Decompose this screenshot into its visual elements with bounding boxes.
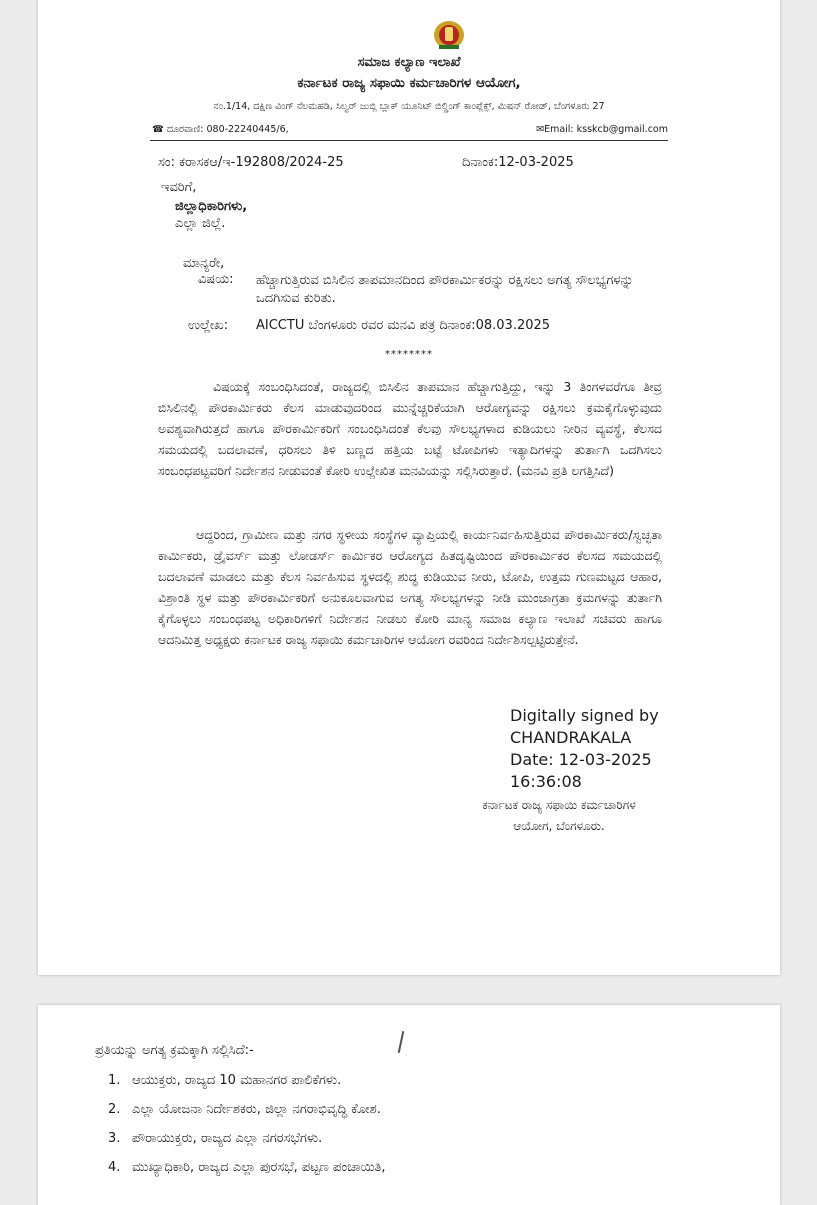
list-item: 3. ಪೌರಾಯುಕ್ತರು, ರಾಜ್ಯದ ಎಲ್ಲಾ ನಗರಸಭೆಗಳು. [108,1131,323,1146]
phone-icon: ☎ [152,124,167,135]
reference-label: ಉಲ್ಲೇಖ: [188,318,229,333]
copy-to-list [108,1066,386,1182]
office-address: ನಂ.1/14, ದಕ್ಷಿಣ ವಿಂಗ್ ನೆಲಮಹಡಿ, ಸಿಲ್ವರ್ ಜುಬ್ಲಿ ಬ್ಲಾಕ್ ಯೂನಿಟ್ ಬಿಲ್ಡಿಂಗ್ ಕಾಂಪ್ಲೆಕ್ಸ್, ಮಿಷನ್ ರೋಡ್, ಬೆಂಗಳೂರು 27 [213,101,605,112]
signature-time: 16:36:08 [510,772,582,791]
list-item: 2. ಎಲ್ಲಾ ಯೋಜನಾ ನಿರ್ದೇಶಕರು, ಜಿಲ್ಲಾ ನಗರಾಭಿವೃದ್ಧಿ ಕೋಶ. [108,1102,381,1117]
subject-text: ಹೆಚ್ಚಾಗುತ್ತಿರುವ ಬಿಸಿಲಿನ ತಾಪಮಾನದಿಂದ ಪೌರಕಾರ್ಮಿಕರನ್ನು ರಕ್ಷಿಸಲು ಅಗತ್ಯ ಸೌಲಭ್ಯಗಳನ್ನು ಒದಗಿಸುವ ಕುರಿತು. [256,273,634,306]
separator: ******** [385,349,433,360]
header-divider [150,140,668,141]
salutation: ಮಾನ್ಯರೇ, [183,256,225,271]
addressee-location: ಎಲ್ಲಾ ಜಿಲ್ಲೆ. [175,216,226,231]
signature-name: CHANDRAKALA [510,728,632,747]
list-item: 1. ಆಯುಕ್ತರು, ರಾಜ್ಯದ 10 ಮಹಾನಗರ ಪಾಲಿಕೆಗಳು. [108,1073,342,1088]
digital-signature-stamp [510,705,710,793]
addressee-intro: ಇವರಿಗೆ, [161,180,197,195]
body-paragraph-1: ವಿಷಯಕ್ಕೆ ಸಂಬಂಧಿಸಿದಂತೆ, ರಾಜ್ಯದಲ್ಲಿ ಬಿಸಿಲಿನ ತಾಪಮಾನ ಹೆಚ್ಚಾಗುತ್ತಿದ್ದು, ಇನ್ನು 3 ತಿಂಗಳವರೆಗೂ ತೀವ್ರ ಬಿಸಿಲಿನಲ್ಲಿ ಪೌರಕಾರ್ಮಿಕರು ಕೆಲಸ ಮಾಡುವುದರಿಂದ ಮುನ್ನೆಚ್ಚರಿಕೆಯಾಗಿ ಆರೋಗ್ಯವನ್ನು ರಕ್ಷಿಸಲು ಕ್ರಮಕೈಗೊಳ್ಳುವುದು ಅವಶ್ಯವಾಗಿರುತ್ತದೆ ಹಾಗೂ ಪೌರಕಾರ್ಮಿಕರಿಗೆ ಸಂಬಂಧಿಸಿದಂತೆ ಕೆಲವು ಸೌಲಭ್ಯಗಳಾದ ಕುಡಿಯಲು ನೀರಿನ ವ್ಯವಸ್ಥೆ, ಕೆಲಸದ ಸಮಯದಲ್ಲಿ ಬದಲಾವಣೆ, ಧರಿಸಲು ತಿಳಿ ಬಣ್ಣದ ಹತ್ತಿಯ ಬಟ್ಟೆ ಟೋಪಿಗಳು ಇತ್ಯಾದಿಗಳನ್ನು ತುರ್ತಾಗಿ ಒದಗಿಸಲು ಸಂಬಂಧಪಟ್ಟವರಿಗೆ ನಿರ್ದೇಶನ ನೀಡುವಂತೆ ಕೋರಿ ಉಲ್ಲೇಖಿತ ಮನವಿಯನ್ನು ಸಲ್ಲಿಸಿರುತ್ತಾರೆ. (ಮನವಿ ಪ್ರತಿ ಲಗತ್ತಿಸಿದೆ) [158,379,662,478]
mail-icon: ✉ [536,124,545,135]
signatory-designation: ಕರ್ನಾಟಕ ರಾಜ್ಯ ಸಫಾಯಿ ಕರ್ಮಚಾರಿಗಳ ಆಯೋಗ, ಬೆಂಗಳೂರು. [482,798,636,833]
department-name: ಸಮಾಜ ಕಲ್ಯಾಣ ಇಲಾಖೆ [357,55,461,70]
reference-text: AICCTU ಬೆಂಗಳೂರು ರವರ ಮನವಿ ಪತ್ರ ದಿನಾಂಕ:08.03.2025 [256,318,551,333]
copy-to-heading: ಪ್ರತಿಯನ್ನು ಅಗತ್ಯ ಕ್ರಮಕ್ಕಾಗಿ ಸಲ್ಲಿಸಿದೆ:- [95,1043,254,1058]
karnataka-emblem-icon [430,18,468,52]
signature-date: Date: 12-03-2025 [510,750,652,769]
body-paragraph-2: ಆದ್ದರಿಂದ, ಗ್ರಾಮೀಣ ಮತ್ತು ನಗರ ಸ್ಥಳೀಯ ಸಂಸ್ಥೆಗಳ ವ್ಯಾಪ್ತಿಯಲ್ಲಿ ಕಾರ್ಯನಿರ್ವಹಿಸುತ್ತಿರುವ ಪೌರಕಾರ್ಮಿಕರು/ಸ್ವಚ್ಛತಾ ಕಾರ್ಮಿಕರು, ಡ್ರೈವರ್ಸ್ ಮತ್ತು ಲೋಡರ್ಸ್ ಕಾರ್ಮಿಕರ ಆರೋಗ್ಯದ ಹಿತದೃಷ್ಟಿಯಿಂದ ಪೌರಕಾರ್ಮಿಕರ ಕೆಲಸದ ಸಮಯದಲ್ಲಿ ಬದಲಾವಣೆ ಮಾಡಲು ಮತ್ತು ಕೆಲಸ ನಿರ್ವಹಿಸುವ ಸ್ಥಳದಲ್ಲಿ ಶುದ್ಧ ಕುಡಿಯುವ ನೀರು, ಟೋಪಿ, ಉತ್ತಮ ಗುಣಮಟ್ಟದ ಆಹಾರ, ವಿಶ್ರಾಂತಿ ಸ್ಥಳ ಮತ್ತು ಪೌರಕಾರ್ಮಿಕರಿಗೆ ಅನುಕೂಲವಾಗುವ ಅಗತ್ಯ ಸೌಲಭ್ಯಗಳನ್ನು ನೀಡಿ ಮುಂಜಾಗ್ರತಾ ಕ್ರಮಗಳನ್ನು ತುರ್ತಾಗಿ ಕೈಗೊಳ್ಳಲು ಸಂಬಂಧಪಟ್ಟ ಅಧಿಕಾರಿಗಳಿಗೆ ನಿರ್ದೇಶನ ನೀಡಲು ಕೋರಿ ಮಾನ್ಯ ಸಮಾಜ ಕಲ್ಯಾಣ ಇಲಾಖೆ ಸಚಿವರು ಹಾಗೂ ಆದನಿಮಿತ್ತ ಅಧ್ಯಕ್ಷರು ಕರ್ನಾಟಕ ರಾಜ್ಯ ಸಫಾಯಿ ಕರ್ಮಚಾರಿಗಳ ಆಯೋಗ ರವರಿಂದ ನಿರ್ದೇಶಿಸಲ್ಪಟ್ಟಿರುತ್ತೇನೆ. [158,527,662,647]
addressee-title: ಜಿಲ್ಲಾಧಿಕಾರಿಗಳು, [175,199,248,214]
subject-label: ವಿಷಯ: [198,272,234,287]
reference-number: ಸಂ: ಕರಾಸಕಆ/ಇ-192808/2024-25 [158,155,344,170]
signature-line-1: Digitally signed by [510,706,659,725]
email-address: ✉Email: ksskcb@gmail.com [536,124,668,135]
organization-name: ಕರ್ನಾಟಕ ರಾಜ್ಯ ಸಫಾಯಿ ಕರ್ಮಚಾರಿಗಳ ಆಯೋಗ, [297,75,521,91]
phone-number: ☎ ದೂರವಾಣಿ: 080-22240445/6, [152,124,289,135]
letter-page-1 [38,0,780,975]
list-item: 4. ಮುಖ್ಯಾಧಿಕಾರಿ, ರಾಜ್ಯದ ಎಲ್ಲಾ ಪುರಸಭೆ, ಪಟ್ಟಣ ಪಂಚಾಯಿತಿ, [108,1160,386,1175]
letter-date: ದಿನಾಂಕ:12-03-2025 [462,155,574,170]
